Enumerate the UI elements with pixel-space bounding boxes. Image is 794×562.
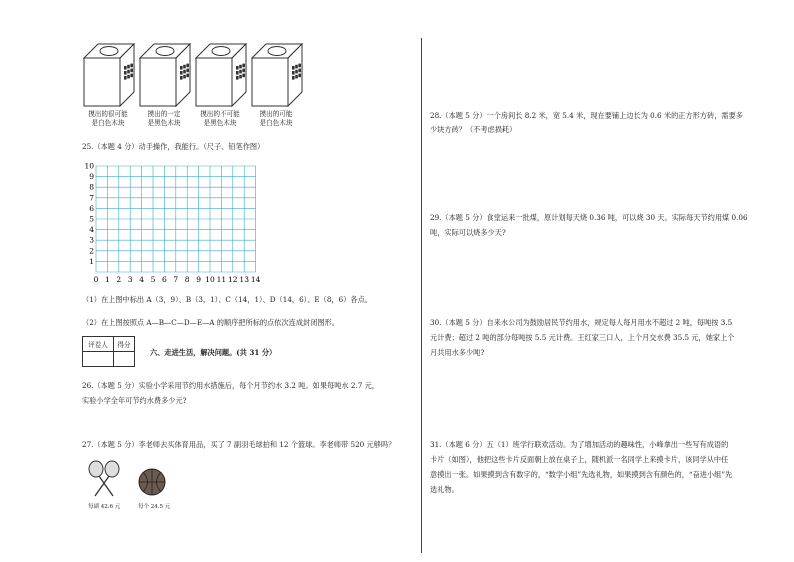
q30-line1: 30.（本题 5 分）自来水公司为鼓励居民节约用水，规定每人每月用水不超过 2 吨，每吨按 3.5 [430, 318, 733, 327]
y-tick-label: 7 [89, 193, 94, 203]
q31-line1: 31.（本题 6 分）五（1）班学行联欢活动。为了增加活动的趣味性，小峰拿出一些写有成语的 [430, 440, 729, 449]
y-tick-label: 4 [89, 225, 94, 235]
badminton-racket-icon [89, 461, 119, 496]
q30-line2: 元计费；超过 2 吨的部分每吨按 5.5 元计费。王红家三口人，上个月交水费 35.5 元，她家上个 [430, 333, 735, 342]
y-tick-label: 8 [89, 182, 94, 192]
q31-line3: 意摸出一张。如果摸到含有数字的，“数学小组”先选礼物，如果摸到含有颜色的，“奋进小组”先 [430, 470, 733, 479]
cube-box-icon [252, 44, 302, 106]
q31-line2: 卡片（如图），他把这些卡片反面朝上放在桌子上，随机派一名同学上来摸卡片，该同学从中任 [430, 455, 729, 464]
column-divider [421, 38, 422, 553]
q29-line2: 吨，实际可以烧多少天? [430, 228, 506, 237]
cube-box-icon [140, 44, 190, 106]
q31-line4: 选礼物。 [430, 485, 459, 494]
score-table-grader-cell[interactable] [83, 352, 114, 367]
score-table-score: 得分 [114, 337, 135, 352]
cube-caption-4: 摸出的可能 是白色木块 [259, 110, 293, 127]
basketball-icon [139, 469, 165, 495]
x-tick-label: 4 [139, 275, 144, 284]
x-tick-label: 3 [127, 275, 133, 284]
q25-sub2: （2）在上图按照点 A—B—C—D—E—A 的顺序把所标的点依次连成封闭图形。 [82, 318, 339, 327]
cube-captions [82, 110, 312, 132]
x-tick-label: 6 [162, 275, 167, 284]
x-tick-label: 12 [228, 275, 238, 284]
q28-line2: 少块方砖？（不考虑损耗） [430, 125, 517, 134]
x-tick-label: 5 [150, 275, 156, 284]
racket-price: 每副 42.6 元 [88, 504, 121, 510]
x-tick-label: 10 [205, 275, 215, 284]
q25-sub1: （1）在上图中标出 A（3，9）、B（3，1）、C（14，1）、D（14，6）、E（8，6）各点。 [82, 295, 372, 304]
x-tick-label: 9 [196, 275, 201, 284]
y-tick-label: 9 [89, 172, 94, 182]
x-tick-label: 14 [250, 275, 261, 284]
sports-items [86, 460, 186, 502]
x-tick-label: 1 [105, 275, 110, 284]
y-tick-label: 10 [84, 161, 94, 171]
y-tick-label: 5 [89, 214, 94, 224]
x-tick-label: 13 [239, 275, 249, 284]
q30-line3: 月共用水多少吨? [430, 348, 485, 357]
cube-caption-3: 摸出的不可能 是黑色木块 [200, 110, 240, 127]
cube-caption-1: 摸出的很可能 是白色木块 [88, 110, 128, 127]
grid-drawing [82, 160, 262, 288]
q27-line1: 27.（本题 5 分）李老师去买体育用品，买了 7 副羽毛球拍和 12 个篮球。李老师带 520 元够吗？ [82, 440, 396, 449]
x-tick-label: 8 [184, 275, 190, 284]
basketball-price: 每个 24.5 元 [138, 504, 171, 510]
items-drawing [86, 460, 186, 502]
q25-title: 25.（本题 4 分）动手操作，我能行。（尺子、铅笔作图） [82, 142, 265, 151]
y-tick-label: 2 [89, 246, 94, 256]
q28-line1: 28.（本题 5 分）一个房间长 8.2 米，宽 5.4 米，现在要铺上边长为 0.6 米的正方形方砖，需要多 [430, 111, 743, 120]
x-tick-label: 2 [116, 275, 122, 284]
y-tick-label: 3 [89, 235, 94, 245]
score-table-grader: 评卷人 [83, 337, 114, 352]
cube-caption-2: 摸出的一定 是黑色木块 [147, 110, 181, 127]
x-tick-label: 7 [173, 275, 179, 284]
cube-box-icon [196, 44, 246, 106]
x-tick-label: 0 [93, 275, 99, 284]
y-tick-label: 1 [89, 256, 94, 266]
q26-line2: 实验小学全年可节约水费多少元? [82, 396, 187, 405]
coordinate-grid [82, 160, 262, 288]
y-tick-label: 6 [89, 203, 94, 213]
score-table-score-cell[interactable] [114, 352, 135, 367]
section-6-heading: 六、走进生活，解决问题。(共 31 分） [150, 348, 277, 357]
x-tick-label: 11 [216, 275, 227, 284]
q26-line1: 26.（本题 5 分）实验小学采用节约用水措施后，每个月节约水 3.2 吨。如果每吨水 2.7 元， [82, 381, 379, 390]
q29-line1: 29.（本题 5 分）食堂运来一批煤，原计划每天烧 0.36 吨，可以烧 30 天。实际每天节约用煤 0.06 [430, 213, 748, 222]
cube-box-icon [84, 44, 134, 106]
score-table [82, 336, 135, 367]
